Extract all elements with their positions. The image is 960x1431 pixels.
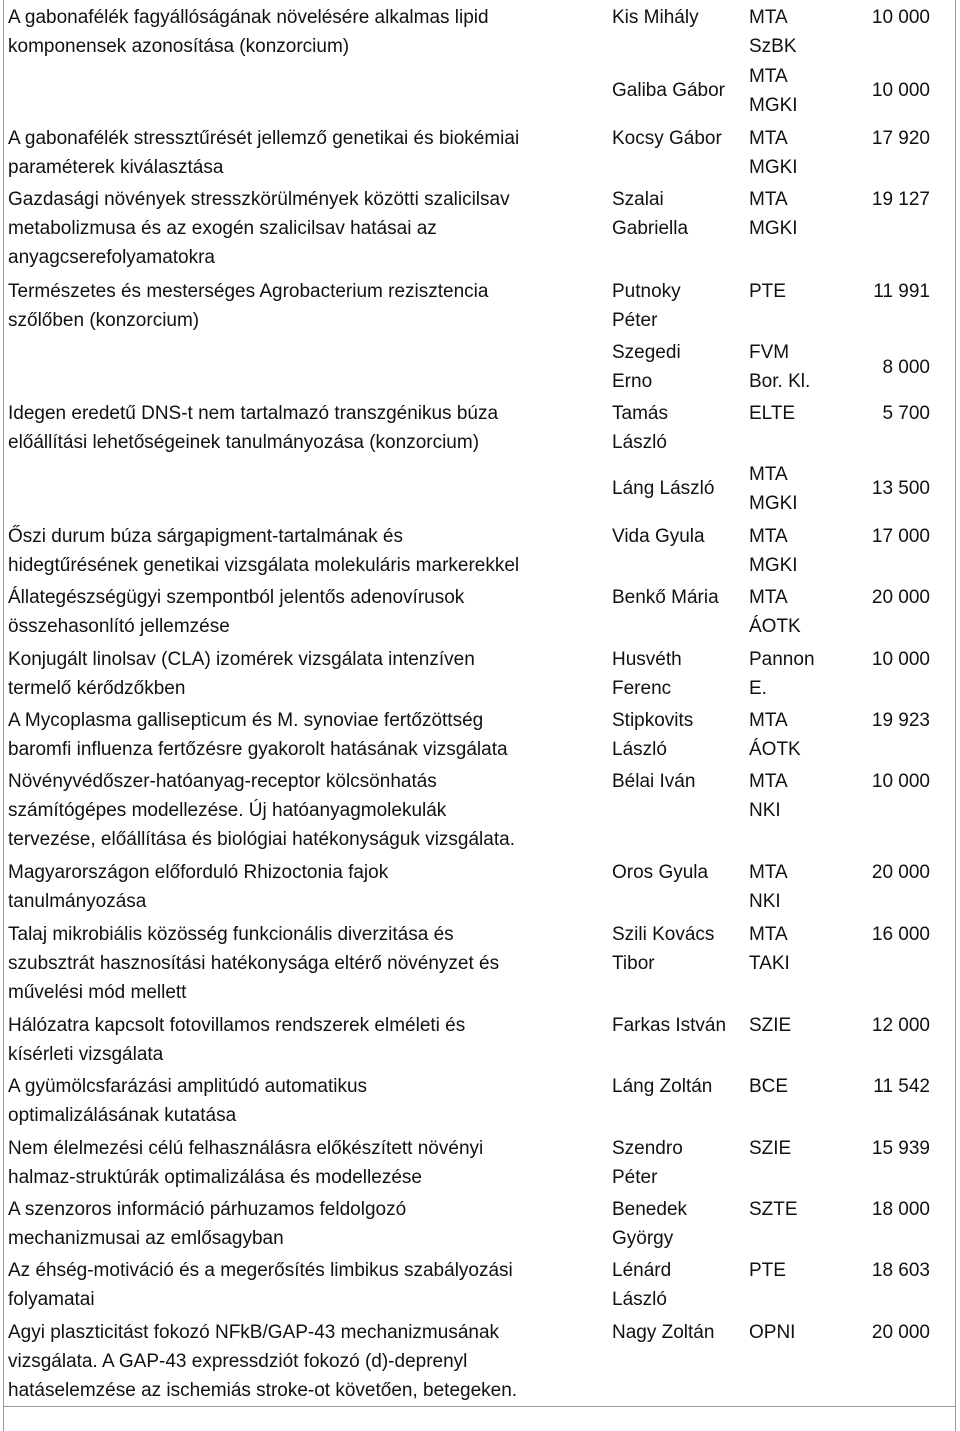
researcher-name: Tamás László [612, 403, 668, 453]
grant-amount: 19 127 [871, 189, 930, 210]
researcher-name: Láng Zoltán [612, 1076, 713, 1097]
grant-amount: 15 939 [871, 1138, 930, 1159]
project-title: A gabonafélék stressztűrését jellemző genetikai és biokémiai paraméterek kiválasztása [8, 128, 520, 178]
grant-amount: 8 000 [882, 357, 930, 378]
institution: SZTE [749, 1199, 798, 1220]
project-title: A szenzoros információ párhuzamos feldolgozó mechanizmusai az emlősagyban [8, 1199, 407, 1249]
researcher-name: Kocsy Gábor [612, 128, 722, 149]
grant-amount: 5 700 [882, 403, 930, 424]
grant-amount: 10 000 [871, 649, 930, 670]
researcher-name: Benedek György [612, 1199, 688, 1249]
institution: MTA SzBK [749, 7, 797, 57]
researcher-name: Oros Gyula [612, 862, 709, 883]
researcher-name: Husvéth Ferenc [612, 649, 682, 699]
researcher-name: Stipkovits László [612, 710, 694, 760]
institution: MTA ÁOTK [749, 587, 801, 637]
grant-amount: 11 542 [873, 1076, 930, 1097]
institution: MTA MGKI [749, 526, 798, 576]
researcher-name: Vida Gyula [612, 526, 705, 547]
researcher-name: Galiba Gábor [612, 80, 726, 101]
researcher-name: Szendro Péter [612, 1138, 683, 1188]
project-title: Állategészségügyi szempontból jelentős adenovírusok összehasonlító jellemzése [8, 587, 465, 637]
grant-amount: 20 000 [871, 587, 930, 608]
project-title: Agyi plaszticitást fokozó NFkB/GAP-43 mechanizmusának vizsgálata. A GAP-43 expressdziót fokozó (d)-deprenyl hatáselemzése az ischemiás stroke-ot követően, betegeken. [8, 1322, 518, 1401]
project-title: Gazdasági növények stresszkörülmények közötti szalicilsav metabolizmusa és az exogén szalicilsav hatásai az anyagcserefolyamatokra [8, 189, 510, 268]
grant-amount: 12 000 [871, 1015, 930, 1036]
project-title: Az éhség-motiváció és a megerősítés limbikus szabályozási folyamatai [8, 1260, 513, 1310]
grant-amount: 20 000 [871, 1322, 930, 1343]
institution: MTA ÁOTK [749, 710, 801, 760]
institution: SZIE [749, 1138, 792, 1159]
institution: ELTE [749, 403, 796, 424]
grant-amount: 11 991 [873, 281, 930, 302]
grant-amount: 10 000 [871, 7, 930, 28]
institution: MTA MGKI [749, 464, 798, 514]
researcher-name: Szegedi Erno [612, 342, 681, 392]
table-left-border [3, 0, 4, 1431]
project-title: Növényvédőszer-hatóanyag-receptor kölcsönhatás számítógépes modellezése. Új hatóanyagmolekulák tervezése, előállítása és biológiai hatékonyságuk vizsgálata. [8, 771, 515, 850]
project-title: Magyarországon előforduló Rhizoctonia fajok tanulmányozása [8, 862, 389, 912]
grant-amount: 19 923 [871, 710, 930, 731]
institution: MTA MGKI [749, 66, 798, 116]
researcher-name: Lénárd László [612, 1260, 672, 1310]
institution: PTE [749, 281, 786, 302]
researcher-name: Farkas István [612, 1015, 727, 1036]
table-bottom-border [3, 1406, 956, 1407]
grant-amount: 10 000 [871, 771, 930, 792]
project-title: A Mycoplasma gallisepticum és M. synoviae fertőzöttség baromfi influenza fertőzésre gyakorolt hatásának vizsgálata [8, 710, 508, 760]
institution: BCE [749, 1076, 789, 1097]
project-title: Konjugált linolsav (CLA) izomérek vizsgálata intenzíven termelő kérődzőkben [8, 649, 475, 699]
researcher-name: Szili Kovács Tibor [612, 924, 715, 974]
institution: PTE [749, 1260, 786, 1281]
institution: MTA NKI [749, 862, 788, 912]
project-title: Hálózatra kapcsolt fotovillamos rendszerek elméleti és kísérleti vizsgálata [8, 1015, 466, 1065]
grant-amount: 13 500 [871, 478, 930, 499]
project-title: Nem élelmezési célú felhasználásra előkészített növényi halmaz-struktúrák optimalizálása és modellezése [8, 1138, 484, 1188]
institution: OPNI [749, 1322, 796, 1343]
grant-amount: 17 000 [871, 526, 930, 547]
grant-amount: 20 000 [871, 862, 930, 883]
project-title: A gyümölcsfarázási amplitúdó automatikus optimalizálásának kutatása [8, 1076, 368, 1126]
institution: FVM Bor. Kl. [749, 342, 811, 392]
project-title: Természetes és mesterséges Agrobacterium rezisztencia szőlőben (konzorcium) [8, 281, 489, 331]
researcher-name: Kis Mihály [612, 7, 699, 28]
grant-amount: 18 000 [871, 1199, 930, 1220]
project-title: A gabonafélék fagyállóságának növelésére alkalmas lipid komponensek azonosítása (konzorcium) [8, 7, 489, 57]
researcher-name: Bélai Iván [612, 771, 696, 792]
researcher-name: Szalai Gabriella [612, 189, 689, 239]
grant-amount: 17 920 [871, 128, 930, 149]
institution: MTA MGKI [749, 128, 798, 178]
institution: Pannon E. [749, 649, 815, 699]
researcher-name: Benkő Mária [612, 587, 719, 608]
project-title: Őszi durum búza sárgapigment-tartalmának és hidegtűrésének genetikai vizsgálata molekuláris markerekkel [8, 526, 520, 576]
researcher-name: Nagy Zoltán [612, 1322, 715, 1343]
researcher-name: Putnoky Péter [612, 281, 681, 331]
grant-amount: 10 000 [871, 80, 930, 101]
researcher-name: Láng László [612, 478, 715, 499]
grant-amount: 18 603 [871, 1260, 930, 1281]
grant-amount: 16 000 [871, 924, 930, 945]
institution: MTA MGKI [749, 189, 798, 239]
institution: MTA NKI [749, 771, 788, 821]
table-right-border [955, 0, 956, 1431]
project-title: Idegen eredetű DNS-t nem tartalmazó transzgénikus búza előállítási lehetőségeinek tanulmányozása (konzorcium) [8, 403, 499, 453]
project-title: Talaj mikrobiális közösség funkcionális diverzitása és szubsztrát hasznosítási hatékonysága eltérő növényzet és művelési mód mellett [8, 924, 500, 1003]
institution: MTA TAKI [749, 924, 790, 974]
institution: SZIE [749, 1015, 792, 1036]
